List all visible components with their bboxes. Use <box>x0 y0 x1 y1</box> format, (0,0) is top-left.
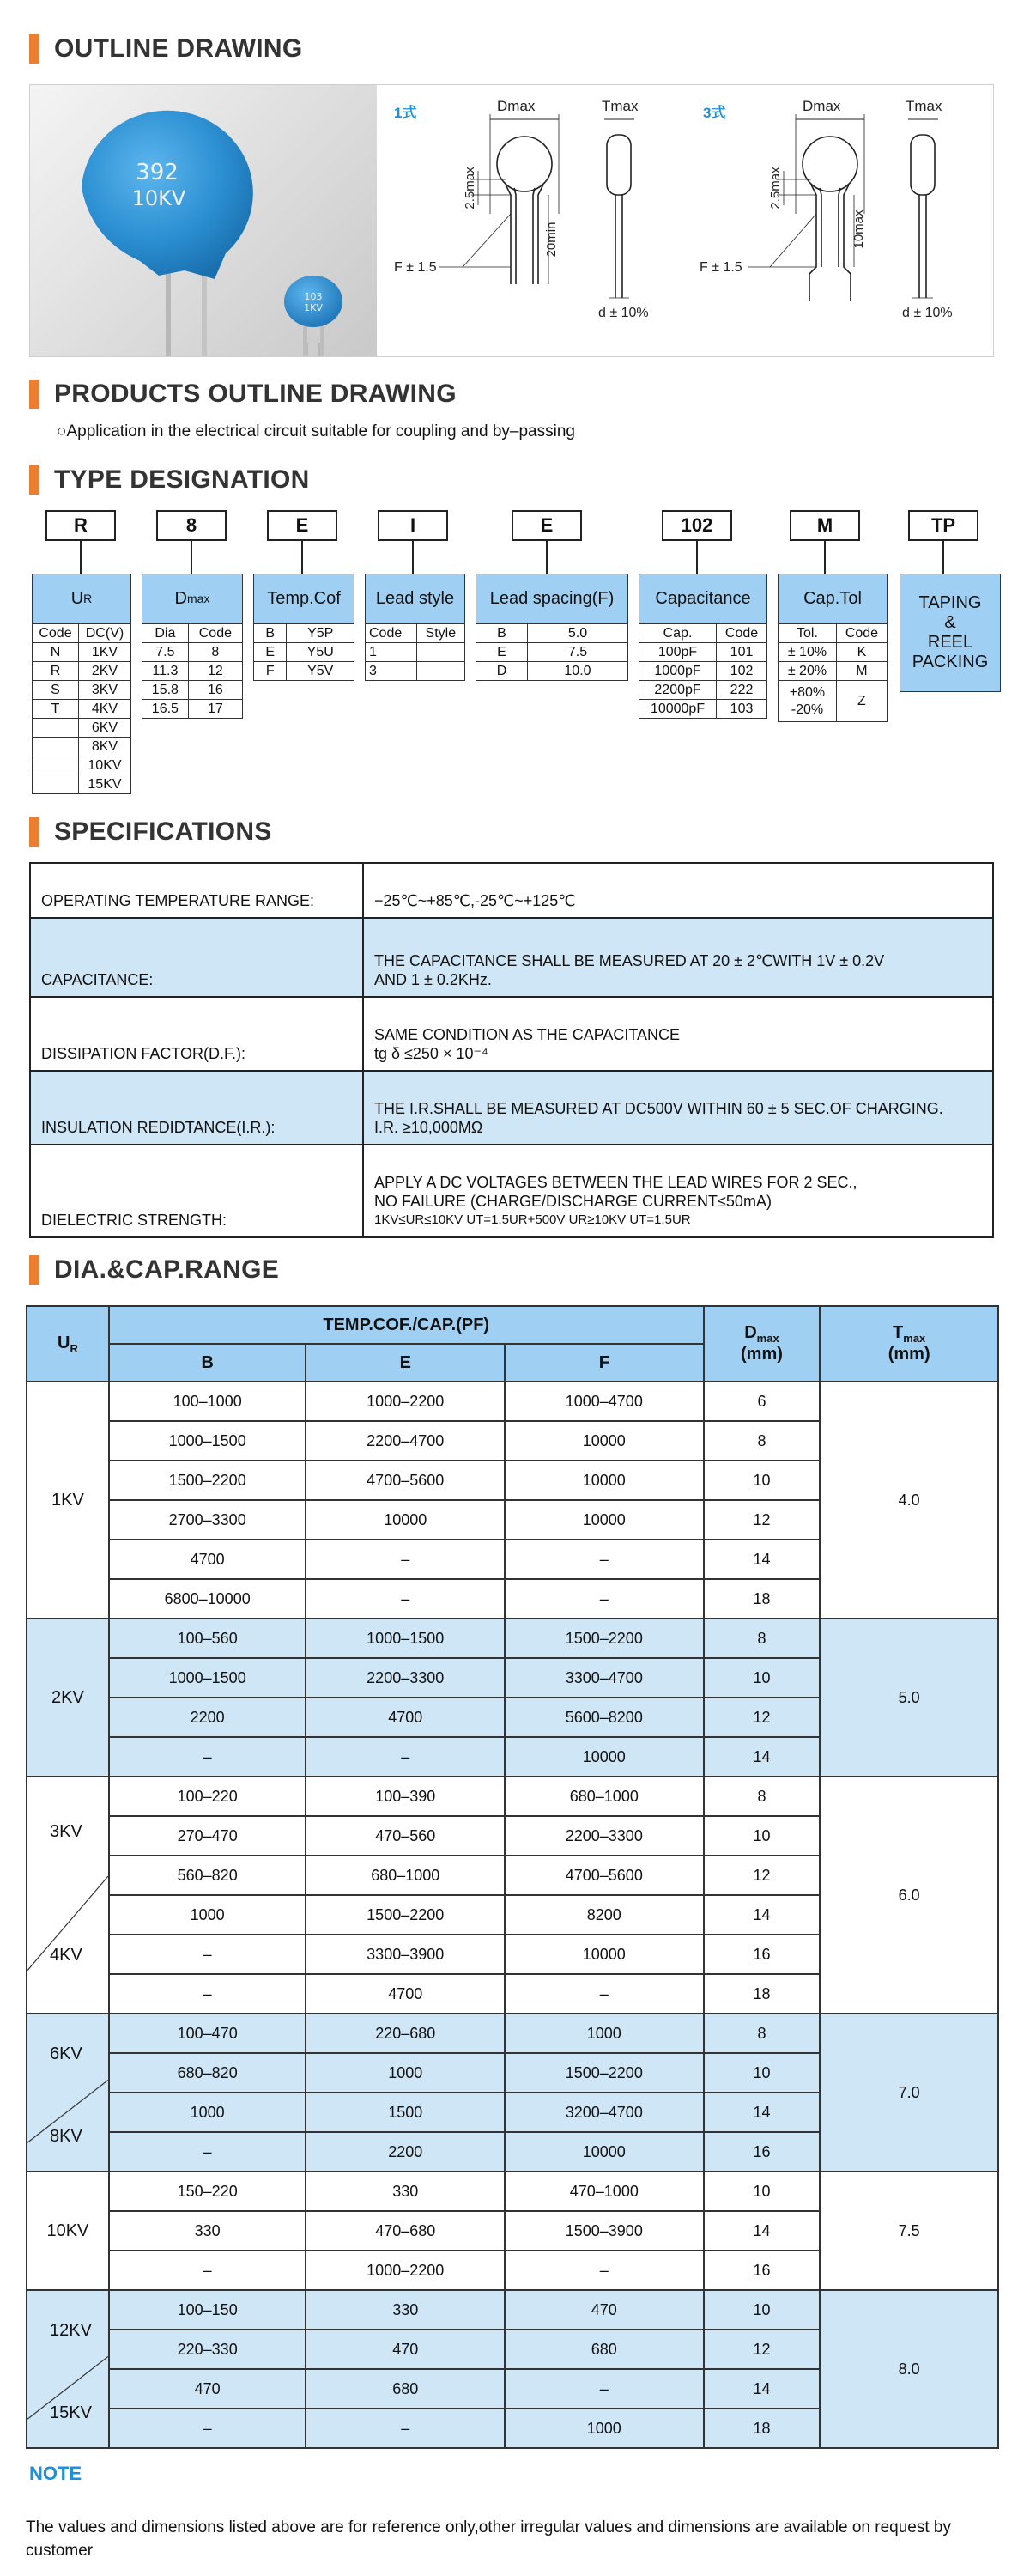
range-cell: – <box>306 1737 505 1777</box>
outline-drawing-panel <box>29 84 994 357</box>
range-cell: 6800–10000 <box>109 1579 306 1619</box>
range-cell: 16 <box>704 2251 821 2290</box>
range-cell: 3200–4700 <box>505 2093 704 2132</box>
range-cell: 10000 <box>505 1500 704 1540</box>
range-cell: 1000–2200 <box>306 2251 505 2290</box>
capacitance-code-block <box>639 574 767 719</box>
range-header-e: E <box>306 1344 505 1382</box>
style-1-dmax-label: Dmax <box>497 98 536 114</box>
section-title-text: OUTLINE DRAWING <box>54 34 303 63</box>
range-voltage-cell: 1KV <box>27 1382 109 1619</box>
range-group <box>27 1619 998 1777</box>
code-diameter: 8 <box>156 510 227 541</box>
range-cell: 6 <box>704 1382 821 1421</box>
lead-style-block <box>365 574 465 681</box>
range-cell: 1500–2200 <box>109 1461 306 1500</box>
range-cell: 10 <box>704 1658 821 1698</box>
code-temp: E <box>267 510 337 541</box>
spec-row: DIELECTRIC STRENGTH: APPLY A DC VOLTAGES BETWEEN THE LEAD WIRES FOR 2 SEC., NO FAILURE (CHARGE/DISCHARGE CURRENT≤50mA) 1KV≤UR≤10KV UT=1.5UR+500V UR≥10KV UT=1.5UR <box>30 1145 993 1237</box>
range-cell: 470 <box>306 2330 505 2369</box>
range-cell: 470 <box>505 2290 704 2330</box>
dimension-drawing <box>377 85 993 356</box>
style-1-lead-bend: 2.5max <box>463 167 477 210</box>
range-cell: 1000–1500 <box>306 1619 505 1658</box>
range-cell: 470–560 <box>306 1816 505 1856</box>
capacitance-code-table: Cap. Code 100pF 101 1000pF 102 2200pF 222 10000pF 103 <box>639 623 767 719</box>
capacitor-small-marking-2: 1KV <box>304 302 323 313</box>
range-cell: – <box>306 1579 505 1619</box>
style-3-tmax-label: Tmax <box>906 98 942 114</box>
range-group <box>27 1777 998 2014</box>
table-row <box>27 1382 998 1421</box>
note-text: The values and dimensions listed above are for reference only,other irregular values and dimensions are available on request by customer <box>26 2518 951 2560</box>
range-cell: 4700 <box>306 1698 505 1737</box>
range-cell: 1500 <box>306 2093 505 2132</box>
range-cell: 680 <box>505 2330 704 2369</box>
range-cell: 16 <box>704 2132 821 2172</box>
capacitor-photo <box>30 85 377 356</box>
range-cell: 100–1000 <box>109 1382 306 1421</box>
range-cell: 12 <box>704 2330 821 2369</box>
range-header-dmax: $D_{max}$ (mm) <box>704 1306 821 1382</box>
range-cell: – <box>505 2369 704 2409</box>
range-cell: 1000 <box>505 2409 704 2448</box>
section-dia-cap-range <box>29 1255 279 1285</box>
dia-cap-range-table <box>26 1305 999 2449</box>
range-cell: 680 <box>306 2369 505 2409</box>
capacitance-code-header: Capacitance <box>639 574 767 623</box>
range-cell: 220–680 <box>306 2014 505 2053</box>
section-products-outline <box>29 380 457 409</box>
range-cell: 1000 <box>306 2053 505 2093</box>
table-row <box>27 2014 998 2053</box>
range-cell: 10000 <box>505 1461 704 1500</box>
dimension-drawing-svg <box>377 85 993 356</box>
section-marker <box>29 817 39 847</box>
range-tmax-cell: 6.0 <box>820 1777 998 2014</box>
diameter-code-table: Dia Code 7.5 8 11.3 12 15.8 16 16.5 17 <box>142 623 243 719</box>
range-tmax-cell: 5.0 <box>820 1619 998 1777</box>
range-cell: 1500–3900 <box>505 2211 704 2251</box>
voltage-code-block <box>32 574 131 794</box>
range-cell: 330 <box>306 2172 505 2211</box>
range-cell: 3300–4700 <box>505 1658 704 1698</box>
range-header-b: B <box>109 1344 306 1382</box>
range-voltage-cell: 3KV 4KV <box>27 1777 109 2014</box>
range-cell: – <box>306 1540 505 1579</box>
range-cell: 18 <box>704 1974 821 2014</box>
style-3-lead-bend: 2.5max <box>768 167 783 210</box>
range-cell: 10 <box>704 1461 821 1500</box>
range-cell: 16 <box>704 1935 821 1974</box>
range-cell: 100–560 <box>109 1619 306 1658</box>
range-cell: 1500–2200 <box>505 2053 704 2093</box>
lead-spacing-table: B 5.0 E 7.5 D 10.0 <box>476 623 628 681</box>
range-header-ur: $U_R$ <box>27 1306 109 1382</box>
range-cell: – <box>505 1974 704 2014</box>
range-cell: – <box>505 2251 704 2290</box>
tolerance-code-table: Tol. Code ± 10% K ± 20% M +80% -20% Z <box>778 623 888 722</box>
range-cell: 10 <box>704 1816 821 1856</box>
temp-code-table: B Y5P E Y5U F Y5V <box>253 623 354 681</box>
style-1-wire-dia: d ± 10% <box>598 306 649 320</box>
range-cell: 8200 <box>505 1895 704 1935</box>
range-cell: 1000 <box>109 1895 306 1935</box>
style-3-pitch: F ± 1.5 <box>700 260 742 275</box>
range-cell: – <box>109 2409 306 2448</box>
table-row <box>27 2290 998 2330</box>
table-row <box>27 1777 998 1816</box>
range-cell: 14 <box>704 1737 821 1777</box>
style-1-tmax-label: Tmax <box>602 98 639 114</box>
range-cell: 4700 <box>306 1974 505 2014</box>
range-cell: 2700–3300 <box>109 1500 306 1540</box>
range-cell: 14 <box>704 2369 821 2409</box>
range-cell: 1000–4700 <box>505 1382 704 1421</box>
range-cell: 8 <box>704 1421 821 1461</box>
style-1-lead-length: 20min <box>544 222 559 258</box>
range-cell: – <box>109 2132 306 2172</box>
range-cell: 12 <box>704 1698 821 1737</box>
code-voltage: R <box>45 510 116 541</box>
range-cell: 1000 <box>505 2014 704 2053</box>
range-cell: 2200–3300 <box>505 1816 704 1856</box>
section-title-text: PRODUCTS OUTLINE DRAWING <box>54 380 457 408</box>
table-row <box>27 1619 998 1658</box>
range-cell: 10000 <box>505 1421 704 1461</box>
range-cell: 18 <box>704 2409 821 2448</box>
application-note: ○Application in the electrical circuit suitable for coupling and by–passing <box>57 422 575 440</box>
style-1-label: 1式 <box>394 105 417 121</box>
spec-row: OPERATING TEMPERATURE RANGE: −25℃~+85℃,-25℃~+125℃ <box>30 863 993 918</box>
style-1-pitch: F ± 1.5 <box>394 260 437 275</box>
packing-block <box>900 574 1001 692</box>
range-cell: – <box>109 1974 306 2014</box>
section-marker <box>29 34 39 64</box>
range-group <box>27 2172 998 2290</box>
range-group <box>27 2290 998 2448</box>
range-cell: 100–390 <box>306 1777 505 1816</box>
range-cell: – <box>109 1935 306 1974</box>
range-cell: 14 <box>704 1895 821 1935</box>
voltage-code-header: U R <box>32 574 131 623</box>
range-cell: – <box>306 2409 505 2448</box>
section-marker <box>29 380 39 409</box>
range-cell: 3300–3900 <box>306 1935 505 1974</box>
range-cell: 10000 <box>306 1500 505 1540</box>
range-cell: 10 <box>704 2290 821 2330</box>
range-cell: 1000–1500 <box>109 1658 306 1698</box>
range-cell: 1000–1500 <box>109 1421 306 1461</box>
range-header-temp: TEMP.COF./CAP.(PF) <box>109 1306 704 1344</box>
diameter-code-header: D max <box>142 574 243 623</box>
range-cell: 18 <box>704 1579 821 1619</box>
range-cell: 1000 <box>109 2093 306 2132</box>
range-cell: 4700–5600 <box>306 1461 505 1500</box>
range-cell: 680–1000 <box>306 1856 505 1895</box>
packing-header: TAPING & REEL PACKING <box>900 574 1001 692</box>
range-header-f: F <box>505 1344 704 1382</box>
diameter-code-block <box>142 574 243 719</box>
lead-style-table: Code Style 1 3 <box>365 623 465 681</box>
range-cell: – <box>109 1737 306 1777</box>
section-marker <box>29 1255 39 1285</box>
range-cell: 10 <box>704 2053 821 2093</box>
range-cell: 1000–2200 <box>306 1382 505 1421</box>
section-type-designation <box>29 465 310 495</box>
range-voltage-cell: 10KV <box>27 2172 109 2290</box>
range-cell: 1500–2200 <box>306 1895 505 1935</box>
range-cell: 2200 <box>109 1698 306 1737</box>
spec-row: CAPACITANCE: THE CAPACITANCE SHALL BE MEASURED AT 20 ± 2℃WITH 1V ± 0.2V AND 1 ± 0.2KHz. <box>30 918 993 997</box>
code-lead-style: I <box>378 510 448 541</box>
range-header-tmax: $T_{max}$ (mm) <box>820 1306 998 1382</box>
code-packing: TP <box>908 510 978 541</box>
section-marker <box>29 465 39 495</box>
code-lead-spacing: E <box>512 510 582 541</box>
range-cell: 330 <box>109 2211 306 2251</box>
range-cell: – <box>505 1540 704 1579</box>
range-cell: 2200–4700 <box>306 1421 505 1461</box>
style-3-wire-dia: d ± 10% <box>902 306 953 320</box>
code-tolerance: M <box>790 510 860 541</box>
range-cell: 10000 <box>505 1935 704 1974</box>
range-voltage-cell: 2KV <box>27 1619 109 1777</box>
range-cell: 470 <box>109 2369 306 2409</box>
range-group <box>27 2014 998 2172</box>
section-title-text: TYPE DESIGNATION <box>54 465 310 494</box>
range-cell: 4700 <box>109 1540 306 1579</box>
range-cell: 2200–3300 <box>306 1658 505 1698</box>
tolerance-code-block <box>778 574 888 722</box>
range-cell: 10000 <box>505 2132 704 2172</box>
capacitor-big-marking-1: 392 <box>136 160 179 185</box>
range-cell: 14 <box>704 2211 821 2251</box>
range-cell: 680–820 <box>109 2053 306 2093</box>
range-tmax-cell: 7.5 <box>820 2172 998 2290</box>
range-cell: 8 <box>704 1777 821 1816</box>
code-capacitance: 102 <box>662 510 732 541</box>
range-cell: 12 <box>704 1856 821 1895</box>
range-cell: 8 <box>704 1619 821 1658</box>
range-cell: 10 <box>704 2172 821 2211</box>
table-row <box>27 2172 998 2211</box>
range-cell: 100–220 <box>109 1777 306 1816</box>
range-cell: 330 <box>306 2290 505 2330</box>
section-specifications <box>29 817 272 847</box>
range-voltage-cell: 6KV 8KV <box>27 2014 109 2172</box>
range-cell: 14 <box>704 2093 821 2132</box>
lead-spacing-block <box>476 574 628 681</box>
style-3-dmax-label: Dmax <box>803 98 841 114</box>
range-group <box>27 1382 998 1619</box>
voltage-code-table: Code DC(V) N 1KV R 2KV S 3KV T 4KV 6KV 8KV 10KV 15KV <box>32 623 131 794</box>
style-3-label: 3式 <box>703 105 726 121</box>
capacitor-photo-illustration <box>30 85 377 356</box>
range-cell: 100–470 <box>109 2014 306 2053</box>
range-cell: 5600–8200 <box>505 1698 704 1737</box>
range-cell: 680–1000 <box>505 1777 704 1816</box>
range-cell: – <box>109 2251 306 2290</box>
spec-row: DISSIPATION FACTOR(D.F.): SAME CONDITION AS THE CAPACITANCE tg δ ≤250 × 10⁻⁴ <box>30 997 993 1071</box>
range-cell: 220–330 <box>109 2330 306 2369</box>
range-cell: 270–470 <box>109 1816 306 1856</box>
range-cell: 2200 <box>306 2132 505 2172</box>
lead-spacing-header: Lead spacing(F) <box>476 574 628 623</box>
range-cell: 470–1000 <box>505 2172 704 2211</box>
range-cell: 8 <box>704 2014 821 2053</box>
capacitor-small-marking-1: 103 <box>304 291 323 302</box>
range-cell: 4700–5600 <box>505 1856 704 1895</box>
section-title-text: SPECIFICATIONS <box>54 817 272 846</box>
range-cell: 560–820 <box>109 1856 306 1895</box>
range-cell: 10000 <box>505 1737 704 1777</box>
range-cell: – <box>505 1579 704 1619</box>
range-cell: 12 <box>704 1500 821 1540</box>
range-voltage-cell: 12KV 15KV <box>27 2290 109 2448</box>
range-cell: 100–150 <box>109 2290 306 2330</box>
lead-style-header: Lead style <box>365 574 465 623</box>
temp-code-header: Temp.Cof <box>253 574 354 623</box>
section-title-text: DIA.&CAP.RANGE <box>54 1255 280 1284</box>
range-cell: 150–220 <box>109 2172 306 2211</box>
range-tmax-cell: 8.0 <box>820 2290 998 2448</box>
range-cell: 14 <box>704 1540 821 1579</box>
temp-code-block <box>253 574 354 681</box>
range-cell: 470–680 <box>306 2211 505 2251</box>
note-label: NOTE <box>29 2463 82 2484</box>
capacitor-big-marking-2: 10KV <box>131 186 186 210</box>
spec-row: INSULATION REDIDTANCE(I.R.): THE I.R.SHALL BE MEASURED AT DC500V WITHIN 60 ± 5 SEC.OF CHARGING. I.R. ≥10,000MΩ <box>30 1071 993 1145</box>
style-3-lead-length: 10max <box>851 210 866 249</box>
range-tmax-cell: 4.0 <box>820 1382 998 1619</box>
section-outline-drawing <box>29 34 303 64</box>
specifications-table <box>29 862 994 1238</box>
tolerance-code-header: Cap.Tol <box>778 574 888 623</box>
range-tmax-cell: 7.0 <box>820 2014 998 2172</box>
range-cell: 1500–2200 <box>505 1619 704 1658</box>
